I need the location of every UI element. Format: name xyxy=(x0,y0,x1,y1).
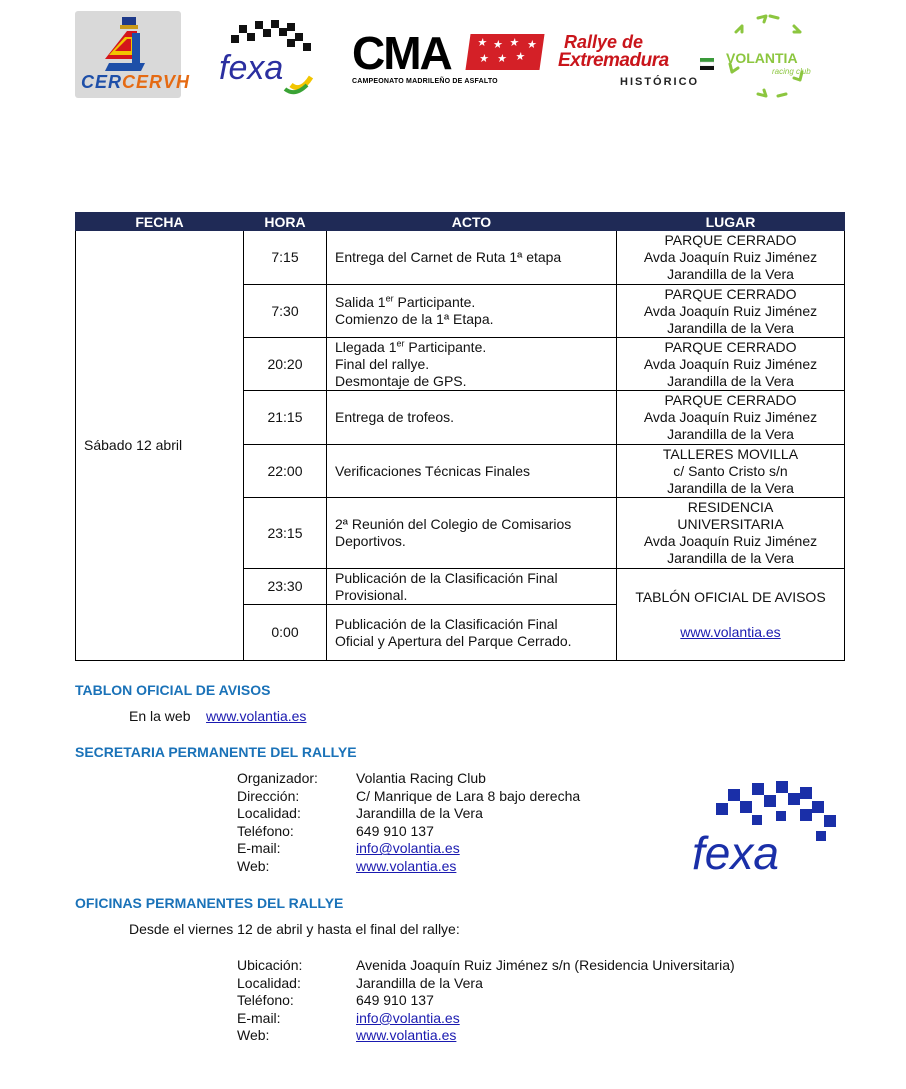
lugar-line: Jarandilla de la Vera xyxy=(667,426,794,442)
detail-value: Avenida Joaquín Ruiz Jiménez s/n (Residencia Universitaria) xyxy=(356,957,735,973)
hora-cell: 23:30 xyxy=(244,569,327,605)
hora-cell: 0:00 xyxy=(244,605,327,661)
tablon-link[interactable]: www.volantia.es xyxy=(206,708,307,724)
hora-cell: 23:15 xyxy=(244,498,327,569)
volantia-link[interactable]: www.volantia.es xyxy=(680,623,781,640)
detail-value: Jarandilla de la Vera xyxy=(356,805,483,822)
header-hora: HORA xyxy=(244,213,327,231)
lugar-line: c/ Santo Cristo s/n xyxy=(673,462,788,479)
hora-cell: 7:30 xyxy=(244,285,327,338)
lugar-line: TALLERES MOVILLA xyxy=(662,445,799,462)
oficinas-intro: Desde el viernes 12 de abril y hasta el final del rallye: xyxy=(129,921,460,937)
cma-title: CMA xyxy=(352,27,451,79)
oficinas-details xyxy=(237,957,797,1047)
cervh-text: CERCERVH xyxy=(81,72,191,92)
lugar-line: Jarandilla de la Vera xyxy=(667,479,794,496)
volantia-name: VOLANTIA xyxy=(726,50,798,66)
acto-line: Desmontaje de GPS. xyxy=(335,372,467,389)
hora-cell: 7:15 xyxy=(244,231,327,285)
lugar-line: Jarandilla de la Vera xyxy=(667,266,794,282)
detail-value: 649 910 137 xyxy=(356,822,434,839)
lugar-line: Avda Joaquín Ruiz Jiménez xyxy=(643,249,818,265)
table-row xyxy=(76,231,845,285)
detail-value: Volantia Racing Club xyxy=(356,770,486,786)
acto-line: Deportivos. xyxy=(335,533,406,549)
lugar-line: PARQUE CERRADO xyxy=(664,285,797,302)
fexa-logo-graphic xyxy=(215,15,320,97)
lugar-line: Avda Joaquín Ruiz Jiménez xyxy=(643,409,818,425)
extremadura-flag-icon xyxy=(700,58,714,70)
detail-key: Web: xyxy=(237,858,270,874)
acto-cell xyxy=(327,498,617,569)
email-link[interactable]: info@volantia.es xyxy=(356,1009,460,1026)
acto-cell xyxy=(327,285,617,338)
lugar-cell xyxy=(617,391,845,445)
lugar-line: PARQUE CERRADO xyxy=(664,392,797,408)
lugar-line: Avda Joaquín Ruiz Jiménez xyxy=(643,355,818,372)
cma-subtitle: CAMPEONATO MADRILEÑO DE ASFALTO xyxy=(352,78,498,85)
oficinas-title: OFICINAS PERMANENTES DEL RALLYE xyxy=(75,895,344,911)
lugar-cell xyxy=(617,285,845,338)
acto-line: Comienzo de la 1ª Etapa. xyxy=(335,311,494,327)
detail-value: 649 910 137 xyxy=(356,992,434,1009)
lugar-cell xyxy=(617,445,845,498)
logo-bar xyxy=(0,0,906,110)
schedule-table xyxy=(75,212,845,661)
detail-key: Localidad: xyxy=(237,974,301,991)
tablon-label: En la web xyxy=(129,708,191,724)
detail-key: E-mail: xyxy=(237,1009,281,1026)
acto-line: Llegada 1er Participante. xyxy=(335,337,487,355)
fexa-logo-graphic xyxy=(692,775,840,887)
acto-cell xyxy=(327,605,617,661)
email-link[interactable]: info@volantia.es xyxy=(356,840,460,857)
lugar-line: Jarandilla de la Vera xyxy=(667,550,794,566)
rallye-line3: HISTÓRICO xyxy=(620,76,700,88)
web-link[interactable]: www.volantia.es xyxy=(356,858,457,874)
lugar-cell-merged xyxy=(617,569,845,661)
web-link[interactable]: www.volantia.es xyxy=(356,1027,457,1044)
lugar-line: Jarandilla de la Vera xyxy=(667,319,794,336)
header-fecha: FECHA xyxy=(76,213,244,231)
tablon-title: TABLON OFICIAL DE AVISOS xyxy=(75,682,271,698)
acto-line: 2ª Reunión del Colegio de Comisarios xyxy=(335,516,572,532)
lugar-line: Avda Joaquín Ruiz Jiménez xyxy=(643,533,818,549)
rallye-line1: Rallye de xyxy=(564,32,644,52)
cma-logo xyxy=(352,27,544,90)
hora-cell: 22:00 xyxy=(244,445,327,498)
acto-line: Publicación de la Clasificación Final xyxy=(335,569,558,586)
lugar-cell xyxy=(617,338,845,391)
lugar-line: Jarandilla de la Vera xyxy=(667,372,794,389)
acto-cell: Entrega de trofeos. xyxy=(327,391,617,445)
secretaria-details xyxy=(237,770,657,876)
detail-key: Teléfono: xyxy=(237,992,294,1009)
acto-line: Provisional. xyxy=(335,586,408,603)
tablon-label: TABLÓN OFICIAL DE AVISOS xyxy=(635,588,826,605)
acto-line: Final del rallye. xyxy=(335,355,430,372)
detail-key: Ubicación: xyxy=(237,957,303,973)
lugar-line: UNIVERSITARIA xyxy=(677,516,784,532)
svg-text:fexa: fexa xyxy=(219,49,284,87)
volantia-logo xyxy=(722,12,814,100)
lugar-cell xyxy=(617,231,845,285)
acto-cell: Verificaciones Técnicas Finales xyxy=(327,445,617,498)
detail-key: Organizador: xyxy=(237,770,318,786)
acto-cell xyxy=(327,569,617,605)
detail-key: Teléfono: xyxy=(237,822,294,839)
header-lugar: LUGAR xyxy=(617,213,845,231)
acto-cell: Entrega del Carnet de Ruta 1ª etapa xyxy=(327,231,617,285)
table-header-row xyxy=(76,213,845,231)
header-acto: ACTO xyxy=(327,213,617,231)
acto-line: Salida 1er Participante. xyxy=(335,293,476,310)
rallye-line2: Extremadura xyxy=(558,50,669,71)
cma-stars: ★ ★ ★ ★ ★ ★ ★ xyxy=(465,34,544,70)
svg-text:fexa: fexa xyxy=(692,827,779,879)
fexa-logo-large xyxy=(692,775,840,887)
detail-key: Web: xyxy=(237,1027,270,1044)
acto-line: Publicación de la Clasificación Final xyxy=(335,615,558,632)
tablon-line xyxy=(129,708,306,724)
hora-cell: 20:20 xyxy=(244,338,327,391)
detail-value: C/ Manrique de Lara 8 bajo derecha xyxy=(356,787,581,804)
cervh-logo xyxy=(75,11,191,98)
lugar-cell xyxy=(617,498,845,569)
lugar-line: RESIDENCIA xyxy=(687,499,774,515)
volantia-sub: racing club xyxy=(772,67,811,76)
secretaria-title: SECRETARIA PERMANENTE DEL RALLYE xyxy=(75,744,357,760)
rallye-extremadura-logo xyxy=(558,32,716,94)
lugar-line: PARQUE CERRADO xyxy=(664,338,797,355)
lugar-line: Avda Joaquín Ruiz Jiménez xyxy=(643,302,818,319)
detail-value: Jarandilla de la Vera xyxy=(356,974,483,991)
hora-cell: 21:15 xyxy=(244,391,327,445)
detail-key: Localidad: xyxy=(237,805,301,822)
detail-key: Dirección: xyxy=(237,787,300,804)
detail-key: E-mail: xyxy=(237,840,281,857)
lugar-line: PARQUE CERRADO xyxy=(664,232,797,248)
fexa-logo-top xyxy=(215,15,320,97)
acto-cell xyxy=(327,338,617,391)
acto-line: Oficial y Apertura del Parque Cerrado. xyxy=(335,632,572,649)
fecha-cell: Sábado 12 abril xyxy=(76,231,244,661)
